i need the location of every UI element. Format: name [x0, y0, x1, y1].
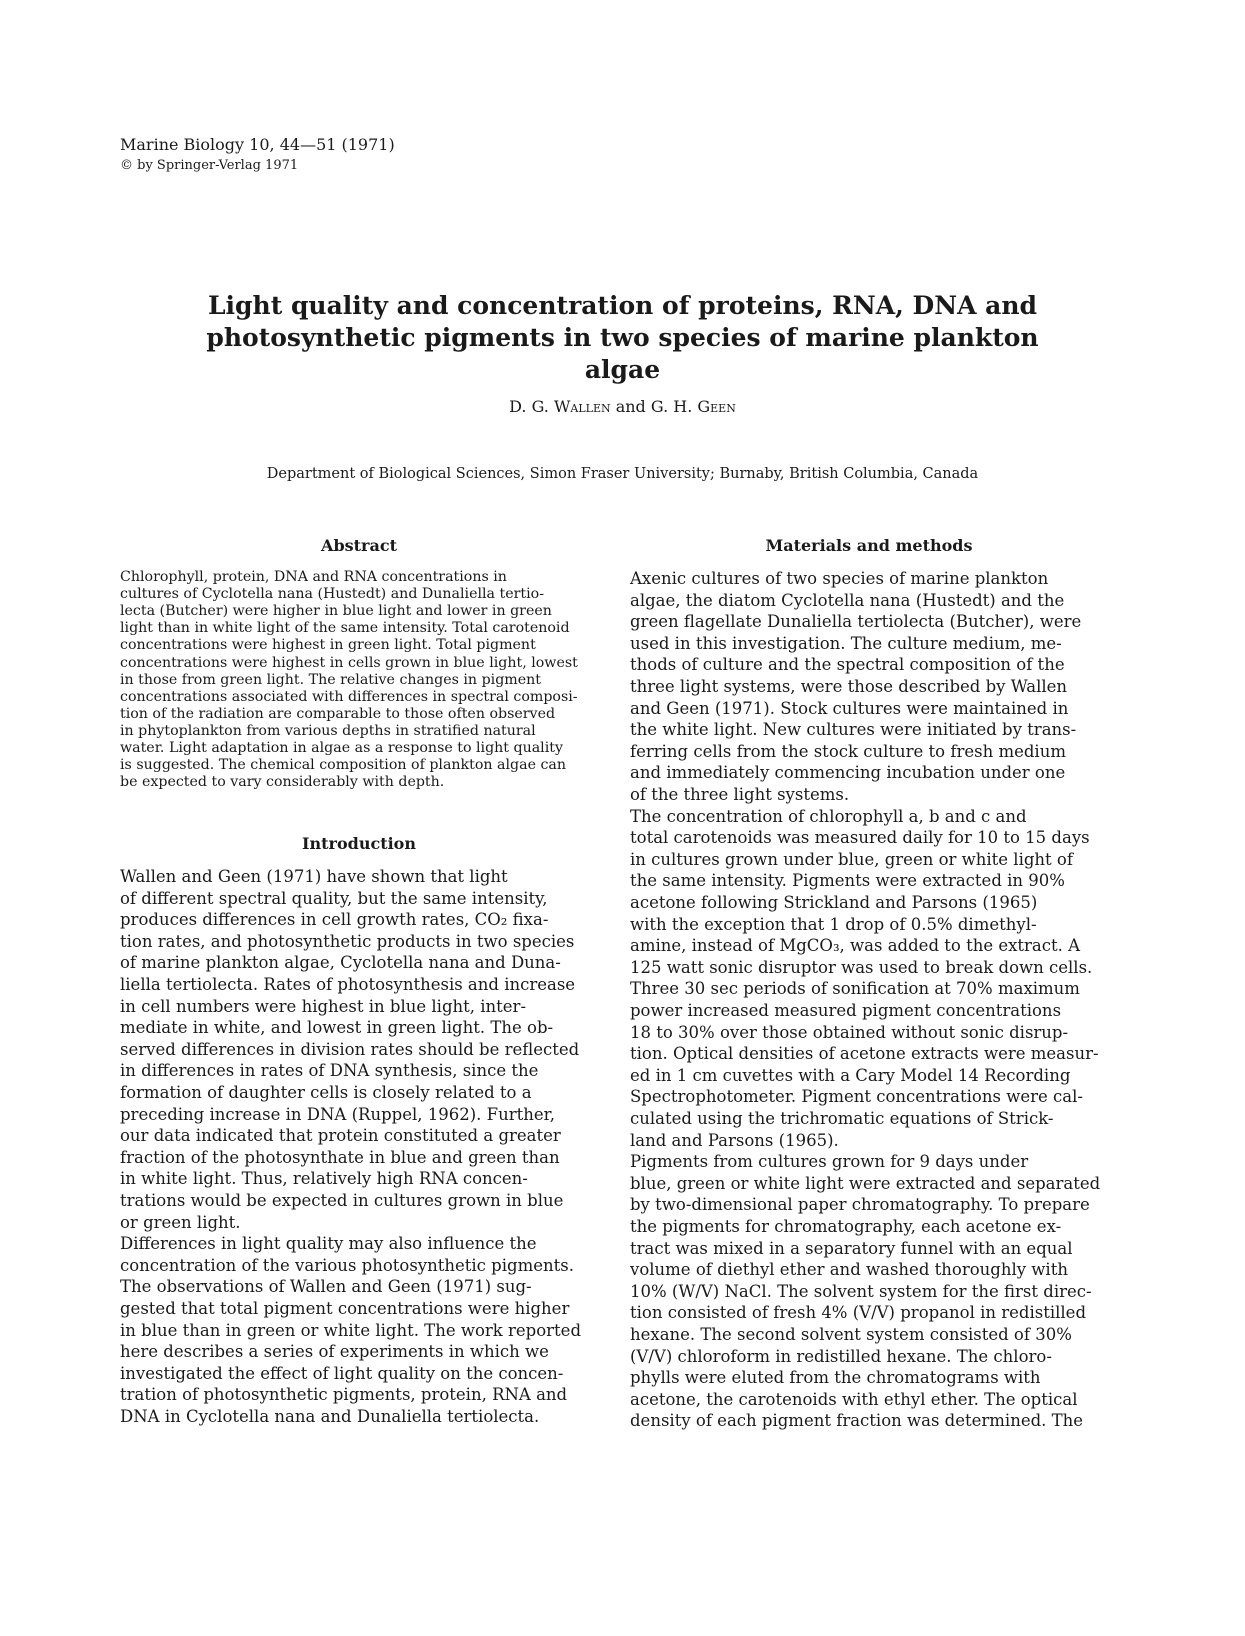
abstract-line: is suggested. The chemical composition of plankton algae can	[120, 757, 567, 774]
methods-line: phylls were eluted from the chromatograms with	[630, 1368, 1041, 1388]
methods-heading: Materials and methods	[765, 536, 973, 555]
methods-line: ferring cells from the stock culture to fresh medium	[630, 741, 1066, 761]
methods-line: amine, instead of MgCO₃, was added to the extract. A	[630, 936, 1081, 956]
abstract-line: Chlorophyll, protein, DNA and RNA concentrations in	[120, 569, 507, 585]
introduction-line: of different spectral quality, but the same intensity,	[120, 888, 548, 908]
methods-line: by two-dimensional paper chromatography. To prepare	[630, 1195, 1090, 1215]
methods-line: land and Parsons (1965).	[630, 1130, 839, 1150]
methods-line: volume of diethyl ether and washed thoroughly with	[630, 1260, 1068, 1280]
methods-line: culated using the trichromatic equations of Strick-	[630, 1109, 1054, 1128]
introduction-line: here describes a series of experiments in which we	[120, 1342, 549, 1362]
introduction-line: gested that total pigment concentrations were higher	[120, 1299, 570, 1318]
introduction-line: concentration of the various photosynthetic pigments.	[120, 1255, 574, 1275]
introduction-line: trations would be expected in cultures grown in blue	[120, 1191, 564, 1210]
introduction-line: tion rates, and photosynthetic products in two species	[120, 931, 575, 951]
methods-line: with the exception that 1 drop of 0.5% dimethyl-	[630, 914, 1037, 934]
copyright-notice: © by Springer-Verlag 1971	[120, 158, 299, 173]
paper-title-line-1: Light quality and concentration of proteins, RNA, DNA and	[207, 291, 1038, 320]
paper-title-line-2: photosynthetic pigments in two species of marine plankton algae	[206, 323, 1039, 384]
abstract-line: light than in white light of the same intensity. Total carotenoid	[120, 620, 570, 637]
methods-line: Three 30 sec periods of sonification at 70% maximum	[630, 979, 1080, 999]
methods-line: of the three light systems.	[630, 785, 850, 804]
author-1-initials: D. G.	[509, 397, 554, 416]
methods-line: (V/V) chloroform in redistilled hexane. The chloro-	[630, 1346, 1052, 1366]
methods-line: the white light. New cultures were initiated by trans-	[630, 720, 1077, 740]
abstract-line: water. Light adaptation in algae as a response to light quality	[120, 740, 563, 756]
methods-line: acetone, the carotenoids with ethyl ether. The optical	[630, 1389, 1078, 1409]
abstract-line: in those from green light. The relative changes in pigment	[120, 671, 541, 688]
methods-line: hexane. The second solvent system consisted of 30%	[630, 1325, 1072, 1344]
methods-line: and Geen (1971). Stock cultures were maintained in	[630, 698, 1069, 718]
methods-line: green flagellate Dunaliella tertiolecta (Butcher), were	[630, 612, 1082, 632]
methods-line: tion consisted of fresh 4% (V/V) propanol in redistilled	[630, 1303, 1087, 1323]
introduction-line: preceding increase in DNA (Ruppel, 1962). Further,	[120, 1104, 555, 1124]
methods-line: Spectrophotometer. Pigment concentrations were cal-	[630, 1087, 1083, 1107]
introduction-line: Wallen and Geen (1971) have shown that light	[120, 867, 508, 886]
methods-line: 10% (W/V) NaCl. The solvent system for the first direc-	[630, 1281, 1092, 1301]
methods-line: power increased measured pigment concentrations	[630, 1001, 1062, 1020]
introduction-line: in differences in rates of DNA synthesis, since the	[120, 1061, 539, 1081]
introduction-line: or green light.	[120, 1212, 241, 1232]
introduction-line: our data indicated that protein constituted a greater	[120, 1126, 561, 1146]
author-2-name: Geen	[697, 397, 736, 416]
abstract-line: cultures of Cyclotella nana (Hustedt) and Dunaliella tertio-	[120, 586, 544, 603]
introduction-line: fraction of the photosynthate in blue and green than	[120, 1147, 560, 1167]
methods-line: Pigments from cultures grown for 9 days under	[630, 1152, 1029, 1172]
introduction-line: tration of photosynthetic pigments, protein, RNA and	[120, 1385, 568, 1405]
methods-line: ed in 1 cm cuvettes with a Cary Model 14 Recording	[630, 1065, 1071, 1085]
introduction-line: in cell numbers were highest in blue light, inter-	[120, 996, 527, 1016]
abstract-line: concentrations were highest in green light. Total pigment	[120, 637, 536, 654]
introduction-line: in blue than in green or white light. The work reported	[120, 1320, 582, 1340]
abstract-line: be expected to vary considerably with depth.	[120, 774, 445, 791]
introduction-line: formation of daughter cells is closely related to a	[120, 1083, 532, 1102]
introduction-line: liella tertiolecta. Rates of photosynthesis and increase	[120, 975, 576, 994]
introduction-line: Differences in light quality may also influence the	[120, 1234, 537, 1254]
methods-line: The concentration of chlorophyll a, b and c and	[630, 806, 1027, 826]
affiliation: Department of Biological Sciences, Simon Fraser University; Burnaby, British Columbia, Canada	[266, 466, 979, 482]
introduction-line: of marine plankton algae, Cyclotella nana and Duna-	[120, 953, 561, 973]
introduction-line: served differences in division rates should be reflected	[120, 1039, 580, 1059]
introduction-line: DNA in Cyclotella nana and Dunaliella tertiolecta.	[120, 1407, 540, 1426]
methods-line: total carotenoids was measured daily for 10 to 15 days	[630, 828, 1090, 848]
introduction-heading: Introduction	[302, 834, 416, 853]
author-conjunction: and G. H.	[610, 397, 698, 416]
methods-line: the pigments for chromatography, each acetone ex-	[630, 1217, 1062, 1236]
methods-line: and immediately commencing incubation under one	[630, 763, 1066, 783]
methods-line: Axenic cultures of two species of marine plankton	[630, 569, 1049, 588]
introduction-line: produces differences in cell growth rates, CO₂ fixa-	[120, 910, 549, 930]
methods-line: thods of culture and the spectral composition of the	[630, 655, 1065, 675]
introduction-line: The observations of Wallen and Geen (1971) sug-	[120, 1277, 532, 1297]
abstract-line: concentrations associated with differences in spectral composi-	[120, 688, 578, 705]
methods-line: tion. Optical densities of acetone extracts were measur-	[630, 1044, 1099, 1064]
methods-line: 18 to 30% over those obtained without sonic disrup-	[630, 1022, 1069, 1042]
journal-citation: Marine Biology 10, 44—51 (1971)	[120, 135, 395, 154]
methods-line: in cultures grown under blue, green or white light of	[630, 849, 1073, 869]
introduction-line: investigated the effect of light quality on the concen-	[120, 1363, 564, 1383]
methods-line: 125 watt sonic disruptor was used to break down cells.	[630, 957, 1093, 977]
methods-line: used in this investigation. The culture medium, me-	[630, 633, 1062, 653]
methods-line: three light systems, were those described by Wallen	[630, 677, 1068, 696]
methods-line: tract was mixed in a separatory funnel with an equal	[630, 1238, 1073, 1258]
introduction-line: in white light. Thus, relatively high RNA concen-	[120, 1169, 528, 1189]
author-1-name: Wallen	[553, 397, 611, 416]
abstract-line: lecta (Butcher) were higher in blue light and lower in green	[120, 603, 552, 620]
methods-line: algae, the diatom Cyclotella nana (Hustedt) and the	[630, 590, 1065, 610]
methods-line: density of each pigment fraction was determined. The	[630, 1411, 1084, 1431]
abstract-line: tion of the radiation are comparable to those often observed	[120, 705, 556, 722]
methods-line: blue, green or white light were extracted and separated	[630, 1173, 1101, 1193]
author-line	[0, 396, 1245, 418]
abstract-line: concentrations were highest in cells grown in blue light, lowest	[120, 654, 578, 671]
methods-line: the same intensity. Pigments were extracted in 90%	[630, 871, 1065, 891]
abstract-line: in phytoplankton from various depths in stratified natural	[120, 722, 536, 739]
introduction-line: mediate in white, and lowest in green light. The ob-	[120, 1018, 554, 1038]
abstract-heading: Abstract	[321, 536, 397, 555]
methods-line: acetone following Strickland and Parsons (1965)	[630, 893, 1038, 912]
